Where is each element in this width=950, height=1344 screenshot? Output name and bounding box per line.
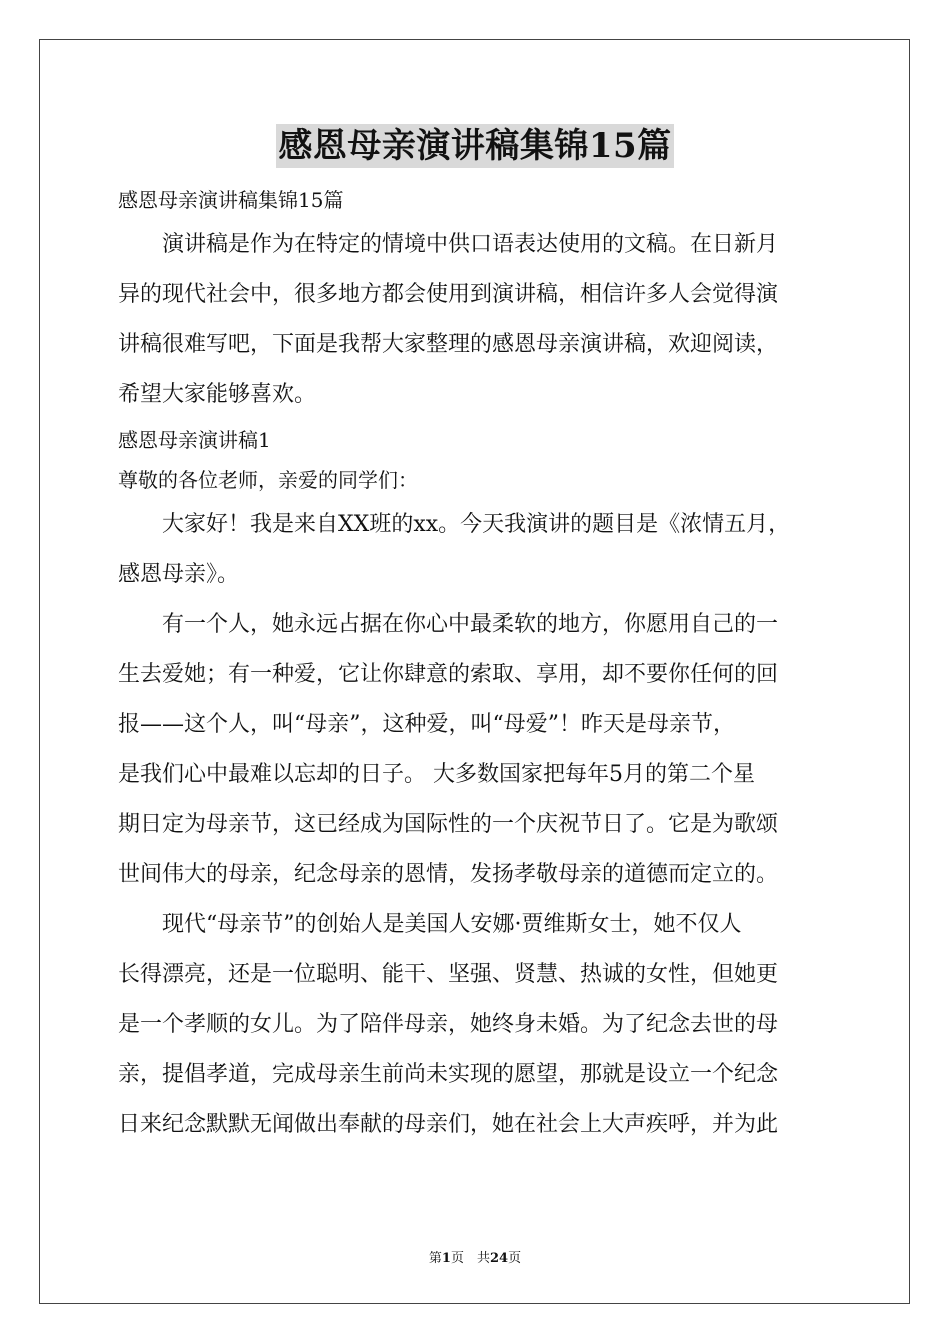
paragraph-line: 亲，提倡孝道，完成母亲生前尚未实现的愿望，那就是设立一个纪念 — [118, 1062, 779, 1087]
page-footer — [0, 1247, 950, 1266]
section-heading: 感恩母亲演讲稿1 — [118, 428, 271, 452]
paragraph-line: 大家好！我是来自XX班的xx。今天我演讲的题目是《浓情五月， — [118, 512, 791, 537]
paragraph-line: 现代“母亲节”的创始人是美国人安娜·贾维斯女士，她不仅人 — [118, 912, 742, 937]
paragraph-line: 日来纪念默默无闻做出奉献的母亲们，她在社会上大声疾呼，并为此 — [118, 1112, 779, 1137]
paragraph-line: 是我们心中最难以忘却的日子。 大多数国家把每年5月的第二个星 — [118, 762, 755, 787]
paragraph-line: 报——这个人，叫“母亲”，这种爱，叫“母爱”！昨天是母亲节， — [118, 712, 735, 737]
paragraph-line: 长得漂亮，还是一位聪明、能干、坚强、贤慧、热诚的女性，但她更 — [118, 962, 779, 987]
document-body — [118, 180, 838, 1150]
paragraph-1 — [118, 500, 838, 600]
footer-mid: 页 共 — [450, 1251, 490, 1266]
document-title-block — [0, 124, 950, 168]
intro-line: 异的现代社会中，很多地方都会使用到演讲稿，相信许多人会觉得演 — [118, 282, 779, 307]
paragraph-line: 世间伟大的母亲，纪念母亲的恩情，发扬孝敬母亲的道德而定立的。 — [118, 862, 779, 887]
footer-page-number: 1 — [441, 1251, 451, 1266]
document-subtitle: 感恩母亲演讲稿集锦15篇 — [118, 188, 344, 212]
paragraph-3 — [118, 900, 838, 1150]
footer-suffix: 页 — [508, 1251, 522, 1266]
intro-line: 演讲稿是作为在特定的情境中供口语表达使用的文稿。在日新月 — [118, 232, 779, 257]
salutation: 尊敬的各位老师，亲爱的同学们： — [118, 468, 418, 492]
paragraph-line: 感恩母亲》。 — [118, 562, 240, 587]
paragraph-line: 有一个人，她永远占据在你心中最柔软的地方，你愿用自己的一 — [118, 612, 779, 637]
document-title: 感恩母亲演讲稿集锦15篇 — [278, 126, 672, 166]
paragraph-line: 是一个孝顺的女儿。为了陪伴母亲，她终身未婚。为了纪念去世的母 — [118, 1012, 779, 1037]
footer-total-pages: 24 — [489, 1251, 509, 1266]
intro-line: 希望大家能够喜欢。 — [118, 382, 317, 407]
intro-paragraph — [118, 220, 838, 420]
intro-line: 讲稿很难写吧，下面是我帮大家整理的感恩母亲演讲稿，欢迎阅读， — [118, 332, 779, 357]
paragraph-line: 生去爱她；有一种爱，它让你肆意的索取、享用，却不要你任何的回 — [118, 662, 779, 687]
paragraph-2 — [118, 600, 838, 900]
paragraph-line: 期日定为母亲节，这已经成为国际性的一个庆祝节日了。它是为歌颂 — [118, 812, 779, 837]
footer-prefix: 第 — [428, 1251, 442, 1266]
